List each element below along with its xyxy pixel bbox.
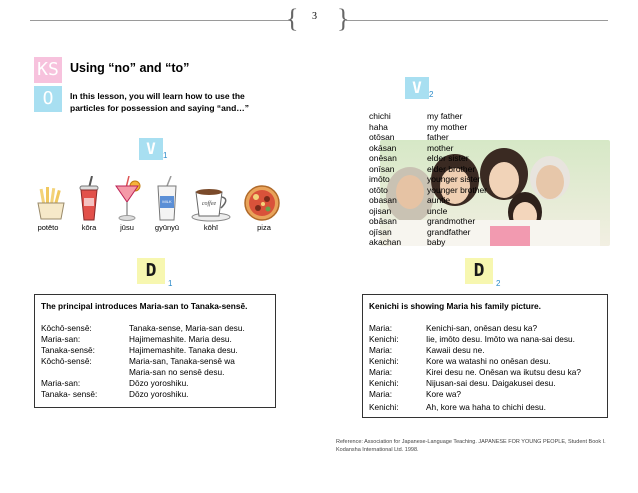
o-badge: O — [34, 86, 62, 112]
line-text: Tanaka-sense, Maria-san desu. — [129, 323, 245, 333]
d1-badge: D — [137, 258, 165, 284]
food-label-juice: jūsu — [120, 223, 134, 232]
dialog-line — [41, 389, 275, 400]
line-text: Kawaii desu ne. — [426, 345, 485, 355]
vocab-jp: chichi — [369, 111, 391, 121]
food-label-milk: gyūnyū — [154, 223, 180, 232]
dialog-1-lines — [41, 323, 275, 400]
dialog-line — [369, 402, 607, 413]
vocab-row — [369, 132, 487, 143]
speaker: Maria-san: — [41, 334, 81, 344]
vocab-en: grandmother — [427, 216, 476, 226]
line-text: Hajimemashite. Tanaka desu. — [129, 345, 238, 355]
dialog-line — [41, 345, 275, 356]
vocab-row — [369, 174, 487, 185]
dialog-line — [41, 378, 275, 389]
vocab-jp: otōto — [369, 184, 388, 195]
vocab-row — [369, 143, 487, 154]
dialog-box-1 — [34, 294, 276, 408]
food-label-pizza: piza — [257, 223, 271, 232]
speaker: Kenichi: — [369, 334, 399, 344]
dialog-line — [41, 356, 275, 367]
line-text: Kirei desu ne. Onēsan wa ikutsu desu ka? — [426, 367, 581, 377]
vocab-en: younger brother — [427, 184, 488, 195]
d2-badge: D — [465, 258, 493, 284]
header-rule-left — [30, 20, 292, 21]
vocab-row — [369, 227, 487, 238]
pizza-icon — [243, 184, 281, 222]
line-text: Kore wa watashi no onēsan desu. — [426, 356, 551, 366]
v2-subscript: 2 — [429, 90, 434, 99]
dialog-line — [369, 367, 607, 378]
reference-line-1: Reference: Association for Japanese-Language Teaching. JAPANESE FOR YOUNG PEOPLE, Student Book I. — [336, 439, 606, 445]
dialog-2-heading: Kenichi is showing Maria his family picture. — [369, 301, 541, 311]
speaker: Tanaka- sensē: — [41, 389, 98, 399]
v2-badge: V — [405, 77, 429, 99]
dialog-line — [41, 334, 275, 345]
dialog-line — [41, 323, 275, 334]
fries-icon — [34, 185, 68, 221]
line-text: Nijusan-sai desu. Daigakusei desu. — [426, 378, 556, 388]
intro-line-1: In this lesson, you will learn how to use the — [70, 91, 245, 101]
food-label-cola: kōra — [81, 223, 97, 232]
vocab-jp: akachan — [369, 237, 402, 247]
v1-subscript: 1 — [163, 151, 168, 160]
dialog-line — [369, 345, 607, 356]
vocab-en: mother — [427, 142, 454, 153]
dialog-line — [369, 334, 607, 345]
vocab-en: elder brother — [427, 163, 476, 174]
speaker: Maria: — [369, 345, 393, 355]
speaker: Kōchō-sensē: — [41, 323, 92, 333]
vocab-jp: okāsan — [369, 142, 397, 153]
v1-badge: V — [139, 138, 163, 160]
speaker: Maria: — [369, 367, 393, 377]
vocab-row — [369, 206, 487, 217]
vocab-row — [369, 216, 487, 227]
vocab-jp: haha — [369, 121, 388, 132]
vocab-en: uncle — [427, 205, 448, 216]
dialog-line — [369, 356, 607, 367]
speaker: Kōchō-sensē: — [41, 356, 92, 366]
vocab-row — [369, 122, 487, 133]
vocab-jp: ojisan — [369, 205, 392, 216]
reference-note — [336, 438, 626, 454]
vocab-jp: imōto — [369, 174, 390, 184]
line-text: Hajimemashite. Maria desu. — [129, 334, 232, 344]
line-text: Iie, imōto desu. Imōto wa nana-sai desu. — [426, 334, 575, 344]
intro-line-2: particles for possession and saying “and…” — [70, 103, 250, 113]
speaker — [41, 367, 129, 378]
vocab-en: baby — [427, 237, 446, 247]
speaker: Kenichi: — [369, 356, 399, 366]
d1-subscript: 1 — [168, 279, 173, 288]
vocab-row — [369, 164, 487, 175]
juice-glass-icon — [113, 176, 141, 222]
vocab-en: younger sister — [427, 174, 481, 184]
line-text: Kenichi-san, onēsan desu ka? — [426, 323, 538, 333]
dialog-line — [369, 389, 607, 400]
food-label-potato: potēto — [37, 223, 59, 232]
dialog-line — [369, 323, 607, 334]
header-rule-right — [346, 20, 608, 21]
vocab-row — [369, 111, 487, 122]
page-number: 3 — [312, 11, 317, 22]
dialog-box-2 — [362, 294, 608, 418]
vocab-jp: ojīsan — [369, 226, 392, 237]
vocab-jp: obasan — [369, 195, 397, 205]
line-text: Dōzo yoroshiku. — [129, 378, 189, 388]
vocab-row — [369, 237, 487, 248]
speaker: Kenichi: — [369, 378, 399, 388]
line-text: Kore wa? — [426, 389, 462, 399]
line-text: Maria-san, Tanaka-sensē wa — [129, 356, 235, 366]
dialog-line — [369, 378, 607, 389]
speaker: Maria: — [369, 389, 393, 399]
coffee-label: coffee — [201, 201, 217, 207]
line-text: Maria-san no sensē desu. — [129, 367, 225, 377]
lesson-intro — [70, 90, 290, 114]
soda-cup-icon — [78, 176, 100, 222]
dialog-line — [41, 367, 275, 378]
vocab-row — [369, 153, 487, 164]
lesson-title: Using “no” and “to” — [70, 61, 190, 75]
reference-line-2: Kodansha International Ltd. 1998. — [336, 447, 419, 453]
vocab-jp: obāsan — [369, 216, 397, 226]
speaker: Maria-san: — [41, 378, 81, 388]
speaker: Maria: — [369, 323, 393, 333]
vocab-en: my mother — [427, 121, 468, 132]
vocab-jp: onēsan — [369, 153, 397, 163]
vocabulary-list — [369, 111, 487, 248]
vocab-en: elder sister — [427, 153, 469, 163]
vocab-en: auntie — [427, 195, 451, 205]
food-label-coffee: kōhī — [203, 223, 219, 232]
vocab-row — [369, 185, 487, 196]
speaker: Tanaka-sensē: — [41, 345, 95, 355]
ks-badge: KS — [34, 57, 62, 83]
milk-label: MILK — [162, 199, 172, 204]
vocab-jp: onīsan — [369, 163, 395, 174]
vocab-en: grandfather — [427, 226, 471, 237]
vocab-en: father — [427, 132, 449, 142]
vocab-row — [369, 195, 487, 206]
vocab-en: my father — [427, 111, 463, 121]
milk-carton-icon — [155, 176, 179, 222]
left-bracket-icon: { — [286, 4, 299, 33]
vocab-jp: otōsan — [369, 132, 395, 142]
coffee-cup-icon — [190, 186, 232, 222]
line-text: Ah, kore wa haha to chichi desu. — [426, 402, 546, 412]
right-bracket-icon: } — [337, 4, 350, 33]
dialog-2-lines — [369, 323, 607, 413]
line-text: Dōzo yoroshiku. — [129, 389, 189, 399]
dialog-1-heading: The principal introduces Maria-san to Tanaka-sensē. — [41, 301, 248, 311]
speaker: Kenichi: — [369, 402, 399, 412]
d2-subscript: 2 — [496, 279, 501, 288]
